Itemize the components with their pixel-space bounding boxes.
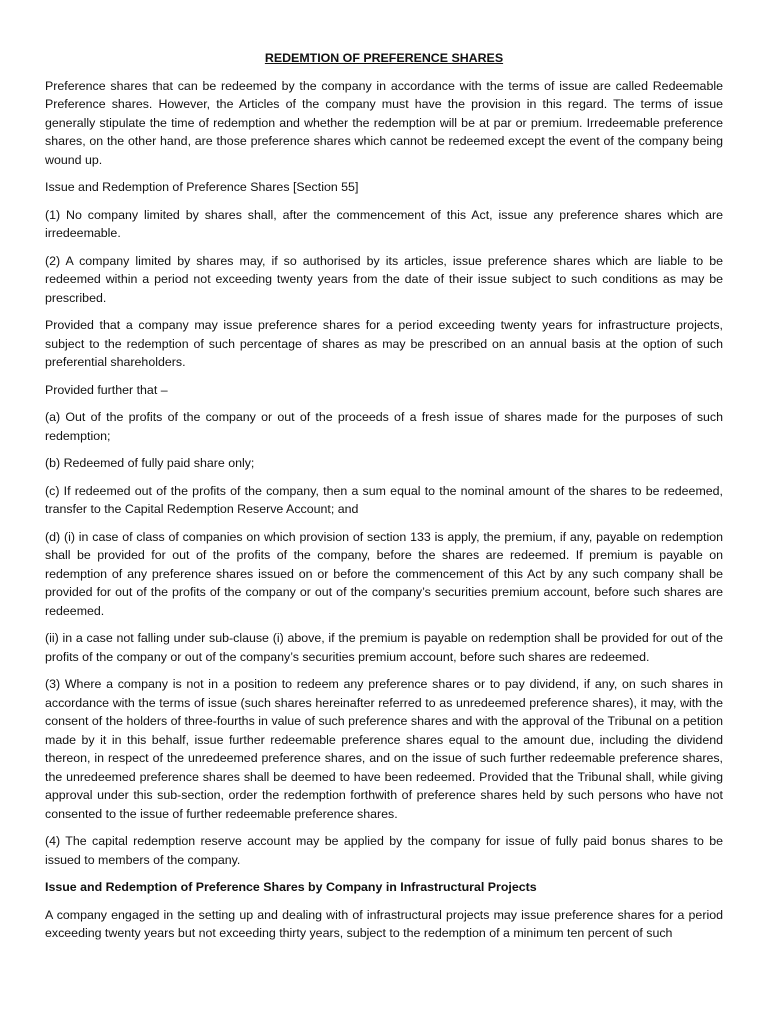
clause-1-paragraph: (1) No company limited by shares shall, after the commencement of this Act, issue any preference shares which are irredeemable.: [45, 207, 723, 240]
infrastructure-heading: Issue and Redemption of Preference Shares by Company in Infrastructural Projects: [45, 880, 537, 894]
clause-d-i-paragraph: (d) (i) in case of class of companies on which provision of section 133 is apply, the premium, if any, payable on redemption shall be provided for out of the profits of the company, before the shares are redeemed. If premium is payable on redemption of any preference shares issued on or before the commencement of this Act by any such company shall be provided for out of the profits of the company or out of the company’s securities premium account, before such shares are redeemed.: [45, 529, 723, 618]
clause-c-paragraph: (c) If redeemed out of the profits of the company, then a sum equal to the nominal amount of the shares to be redeemed, transfer to the Capital Redemption Reserve Account; and: [45, 483, 723, 516]
infrastructure-paragraph: A company engaged in the setting up and dealing with of infrastructural projects may issue preference shares for a period exceeding twenty years but not exceeding thirty years, subject to the redemption of a minimum ten percent of such: [45, 907, 723, 940]
section-55-heading: Issue and Redemption of Preference Shares [Section 55]: [45, 180, 359, 194]
intro-paragraph: Preference shares that can be redeemed by the company in accordance with the terms of issue are called Redeemable Preference shares. However, the Articles of the company must have the provision in this regard. The terms of issue generally stipulate the time of redemption and whether the redemption will be at par or premium. Irredeemable preference shares, on the other hand, are those preference shares which cannot be redeemed except the event of the company being wound up.: [45, 78, 723, 167]
proviso-further-paragraph: Provided further that –: [45, 382, 168, 397]
clause-d-ii-paragraph: (ii) in a case not falling under sub-clause (i) above, if the premium is payable on redemption shall be provided for out of the profits of the company or out of the company’s securities premium account, before such shares are redeemed.: [45, 631, 723, 664]
clause-2-paragraph: (2) A company limited by shares may, if so authorised by its articles, issue preference shares which are liable to be redeemed within a period not exceeding twenty years from the date of their issue subject to such conditions as may be prescribed.: [45, 253, 723, 305]
clause-b-paragraph: (b) Redeemed of fully paid share only;: [45, 456, 255, 470]
clause-3-paragraph: (3) Where a company is not in a position to redeem any preference shares or to pay dividend, if any, on such shares in accordance with the terms of issue (such shares hereinafter referred to as unredeemed preference shares), it may, with the consent of the holders of three-fourths in value of such preference shares and with the approval of the Tribunal on a petition made by it in this behalf, issue further redeemable preference shares equal to the amount due, including the dividend thereon, in respect of the unredeemed preference shares, and on the issue of such further redeemable preference shares, the unredeemed preference shares shall be deemed to have been redeemed. Provided that the Tribunal shall, while giving approval under this sub-section, order the redemption forthwith of preference shares held by such persons who have not consented to the issue of further redeemable preference shares.: [45, 677, 723, 821]
clause-a-paragraph: (a) Out of the profits of the company or out of the proceeds of a fresh issue of shares made for the purposes of such redemption;: [45, 410, 723, 443]
document-title: REDEMTION OF PREFERENCE SHARES: [264, 51, 504, 65]
proviso-paragraph: Provided that a company may issue preference shares for a period exceeding twenty years for infrastructure projects, subject to the redemption of such percentage of shares as may be prescribed on an annual basis at the option of such preferential shareholders.: [45, 318, 723, 369]
clause-4-paragraph: (4) The capital redemption reserve account may be applied by the company for issue of fully paid bonus shares to be issued to members of the company.: [45, 834, 723, 867]
